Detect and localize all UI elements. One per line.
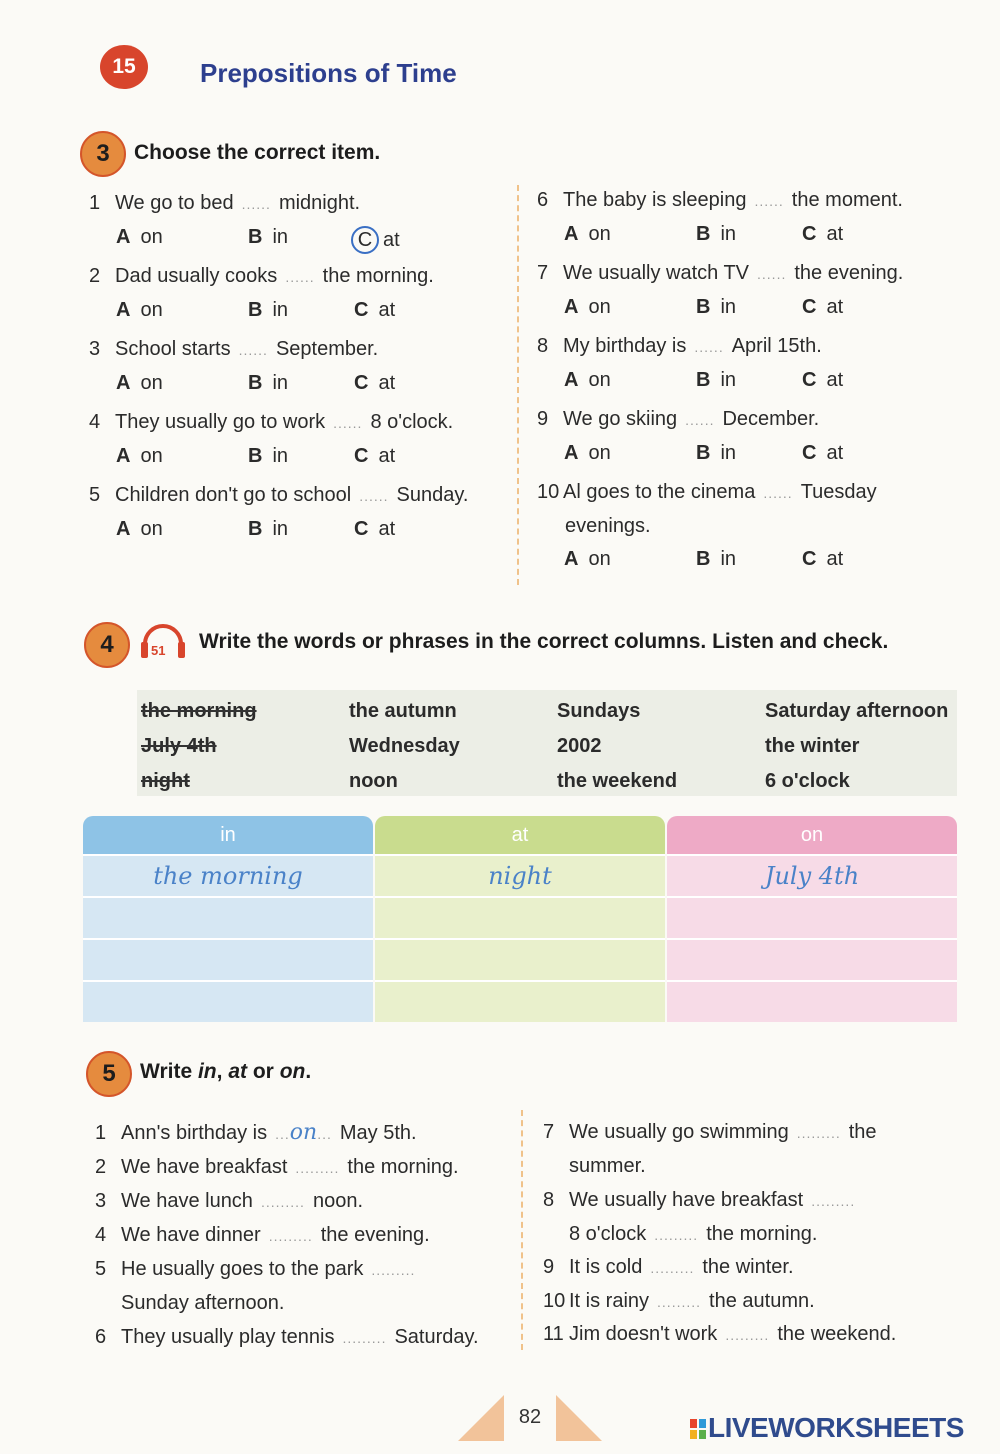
column-header-on: on — [667, 816, 957, 854]
option-letter: B — [248, 445, 263, 467]
option-letter: B — [248, 518, 263, 540]
option-text: at — [378, 445, 396, 467]
question-3 — [89, 338, 378, 361]
question-7 — [537, 262, 903, 285]
answer-blank[interactable]: ......... — [295, 1160, 340, 1176]
page-tab-right — [556, 1395, 602, 1441]
option-text: at — [378, 372, 396, 394]
option-letter: B — [248, 226, 263, 248]
question-number: 3 — [89, 338, 101, 360]
option-text: at — [826, 223, 844, 245]
column-divider — [517, 185, 519, 585]
page-number: 82 — [518, 1406, 542, 1428]
answer-blank[interactable]: ......... — [811, 1193, 856, 1209]
question-number: 10 — [543, 1290, 566, 1312]
gap-question-7 — [543, 1121, 877, 1144]
gap-question-9 — [543, 1256, 794, 1279]
option-letter: A — [564, 296, 579, 318]
question-text-line2: evenings. — [565, 515, 651, 537]
word-saturday-afternoon[interactable]: Saturday afternoon — [765, 700, 949, 722]
option-letter: C — [354, 518, 369, 540]
question-number: 8 — [543, 1189, 555, 1211]
gap-question-3 — [95, 1190, 363, 1213]
option-letter: B — [696, 548, 711, 570]
option-letter: B — [248, 299, 263, 321]
option-b[interactable] — [248, 299, 288, 322]
question-text-before: We usually have breakfast — [569, 1189, 804, 1211]
example-answer-text: on — [289, 1120, 318, 1145]
circled-option-letter: C — [351, 226, 379, 254]
option-a[interactable] — [116, 299, 163, 322]
option-text: at — [826, 548, 844, 570]
option-letter: C — [354, 372, 369, 394]
option-letter: B — [248, 372, 263, 394]
option-c[interactable] — [354, 518, 395, 541]
option-a[interactable] — [564, 369, 611, 392]
answer-blank[interactable]: ...... — [685, 412, 715, 428]
option-text: on — [140, 518, 163, 540]
option-a[interactable] — [564, 223, 611, 246]
question-text-before: He usually goes to the park — [121, 1258, 364, 1280]
answer-blank[interactable]: ......... — [654, 1227, 699, 1243]
word-sundays[interactable]: Sundays — [557, 700, 641, 722]
question-number: 7 — [543, 1121, 555, 1143]
question-text-before: Children don't go to school — [115, 484, 352, 506]
option-text: at — [378, 299, 396, 321]
question-number: 8 — [537, 335, 549, 357]
blank-dots: ... — [317, 1126, 332, 1142]
question-text-before: School starts — [115, 338, 231, 360]
option-a[interactable] — [564, 442, 611, 465]
question-number: 1 — [89, 192, 101, 214]
column-header-at: at — [375, 816, 665, 854]
question-text-after: 8 o'clock. — [370, 411, 454, 433]
gap-question-1 — [95, 1122, 417, 1145]
answer-input-cell[interactable] — [667, 938, 957, 980]
question-8 — [537, 335, 822, 358]
question-number: 4 — [89, 411, 101, 433]
word-the-winter[interactable]: the winter — [765, 735, 860, 757]
question-text-after: the — [848, 1121, 877, 1143]
question-number: 5 — [95, 1258, 107, 1280]
answer-blank[interactable]: ...... — [763, 485, 793, 501]
option-letter: C — [802, 442, 817, 464]
option-text: on — [140, 372, 163, 394]
exercise-5-title: Write in, at or on. — [140, 1060, 312, 1083]
question-4 — [89, 411, 453, 434]
question-6 — [537, 189, 903, 212]
question-text-before: We have breakfast — [121, 1156, 288, 1178]
option-text: on — [140, 226, 163, 248]
question-text-after: December. — [722, 408, 820, 430]
option-c[interactable] — [802, 223, 843, 246]
option-text: at — [383, 229, 400, 251]
option-b[interactable] — [696, 548, 736, 571]
option-letter: A — [116, 299, 131, 321]
answer-blank[interactable]: ...... — [359, 488, 389, 504]
question-text-before: They usually go to work — [115, 411, 326, 433]
option-a[interactable] — [564, 296, 611, 319]
question-5 — [89, 484, 468, 507]
question-text-before: Dad usually cooks — [115, 265, 278, 287]
answer-blank[interactable]: ...... — [757, 266, 787, 282]
question-text-after: April 15th. — [731, 335, 822, 357]
question-number: 6 — [537, 189, 549, 211]
question-line2 — [569, 1223, 817, 1246]
question-number: 1 — [95, 1122, 107, 1144]
question-2 — [89, 265, 434, 288]
option-b[interactable] — [696, 442, 736, 465]
question-text-before: We have lunch — [121, 1190, 253, 1212]
option-text: on — [588, 223, 611, 245]
option-c[interactable] — [354, 226, 400, 254]
option-text: at — [826, 442, 844, 464]
option-letter: A — [116, 445, 131, 467]
option-text: on — [588, 296, 611, 318]
exercise-3-title: Choose the correct item. — [134, 141, 381, 164]
question-text-before: We usually go swimming — [569, 1121, 789, 1143]
gap-question-5 — [95, 1258, 423, 1281]
option-letter: B — [696, 369, 711, 391]
question-1 — [89, 192, 360, 215]
option-letter: B — [696, 223, 711, 245]
question-text-after: Tuesday — [800, 481, 877, 503]
gap-question-10 — [543, 1290, 815, 1313]
question-text-part: the morning. — [706, 1223, 818, 1245]
option-b[interactable] — [248, 445, 288, 468]
question-number: 9 — [537, 408, 549, 430]
answer-input-cell[interactable] — [375, 980, 665, 1022]
question-number: 5 — [89, 484, 101, 506]
question-text-before: My birthday is — [563, 335, 687, 357]
option-text: in — [272, 518, 289, 540]
column-divider — [521, 1110, 523, 1350]
answer-blank[interactable]: ...... — [333, 415, 363, 431]
question-text-before: They usually play tennis — [121, 1326, 335, 1348]
option-letter: C — [802, 296, 817, 318]
question-text-before: Al goes to the cinema — [563, 481, 756, 503]
option-b[interactable] — [696, 296, 736, 319]
option-text: on — [140, 445, 163, 467]
gap-question-6 — [95, 1326, 479, 1349]
option-letter: C — [802, 369, 817, 391]
option-b[interactable] — [248, 518, 288, 541]
word-the-morning[interactable]: the morning — [141, 700, 257, 722]
exercise-4-badge: 4 — [84, 622, 130, 668]
question-number: 3 — [95, 1190, 107, 1212]
option-b[interactable] — [696, 223, 736, 246]
option-text: in — [720, 296, 737, 318]
word-night[interactable]: night — [141, 770, 190, 792]
option-a[interactable] — [116, 372, 163, 395]
question-text-after: midnight. — [278, 192, 361, 214]
option-letter: A — [116, 226, 131, 248]
option-text: in — [272, 226, 289, 248]
option-c[interactable] — [354, 299, 395, 322]
question-text-after: the morning. — [322, 265, 434, 287]
answer-input-cell[interactable] — [375, 938, 665, 980]
word-box — [137, 690, 957, 796]
unit-title: Prepositions of Time — [200, 58, 457, 88]
answer-blank[interactable]: ......... — [725, 1327, 770, 1343]
word-noon[interactable]: noon — [349, 770, 398, 792]
question-number: 2 — [95, 1156, 107, 1178]
option-a[interactable] — [116, 226, 163, 249]
option-b[interactable] — [696, 369, 736, 392]
question-text-line2: Sunday afternoon. — [121, 1292, 285, 1314]
exercise-4-title: Write the words or phrases in the correct columns. Listen and check. — [199, 630, 889, 653]
question-number: 6 — [95, 1326, 107, 1348]
column-on — [667, 816, 957, 1022]
option-letter: B — [696, 442, 711, 464]
gap-question-8 — [543, 1189, 863, 1212]
question-text-before: The baby is sleeping — [563, 189, 747, 211]
answer-blank[interactable]: ......... — [796, 1125, 841, 1141]
option-b[interactable] — [248, 226, 288, 249]
answer-blank[interactable]: ...... — [241, 196, 271, 212]
answer-blank[interactable]: ......... — [342, 1330, 387, 1346]
option-a[interactable] — [564, 548, 611, 571]
track-number: 51 — [151, 643, 166, 658]
option-letter: A — [116, 372, 131, 394]
option-text: in — [272, 372, 289, 394]
answer-blank[interactable]: ......... — [371, 1262, 416, 1278]
option-text: in — [720, 442, 737, 464]
option-text: on — [588, 442, 611, 464]
question-number: 9 — [543, 1256, 555, 1278]
exercise-5-badge: 5 — [86, 1051, 132, 1097]
option-letter: A — [564, 548, 579, 570]
option-text: in — [272, 299, 289, 321]
gap-question-2 — [95, 1156, 459, 1179]
option-c[interactable] — [802, 442, 843, 465]
word-july-4th[interactable]: July 4th — [141, 735, 217, 757]
option-letter: C — [354, 299, 369, 321]
example-answer — [275, 1122, 332, 1144]
question-text-before: Ann's birthday is — [121, 1122, 268, 1144]
option-letter: A — [564, 369, 579, 391]
option-text: in — [720, 369, 737, 391]
option-text: at — [378, 518, 396, 540]
option-c[interactable] — [354, 445, 395, 468]
word-wednesday[interactable]: Wednesday — [349, 735, 460, 757]
question-text-after: the evening. — [320, 1224, 430, 1246]
option-text: in — [720, 223, 737, 245]
answer-input-cell[interactable] — [83, 896, 373, 938]
option-text: on — [588, 369, 611, 391]
question-text-before: Jim doesn't work — [569, 1323, 718, 1345]
option-letter: C — [354, 445, 369, 467]
blank-dots: ... — [275, 1126, 290, 1142]
question-text-after: Saturday. — [394, 1326, 479, 1348]
question-text-after: the weekend. — [777, 1323, 897, 1345]
question-text-after: the winter. — [702, 1256, 794, 1278]
question-text-before: We go to bed — [115, 192, 234, 214]
exercise-3-badge: 3 — [80, 131, 126, 177]
word-6-o-clock[interactable]: 6 o'clock — [765, 770, 850, 792]
question-text-before: We have dinner — [121, 1224, 261, 1246]
question-text-after: September. — [275, 338, 379, 360]
option-letter: A — [116, 518, 131, 540]
headphones-audio-icon[interactable] — [137, 614, 189, 666]
column-at — [375, 816, 665, 1022]
question-text-after: the autumn. — [709, 1290, 815, 1312]
column-example-answer: the morning — [83, 854, 373, 896]
answer-input-cell[interactable] — [83, 938, 373, 980]
answer-input-cell[interactable] — [83, 980, 373, 1022]
answer-input-cell[interactable] — [667, 896, 957, 938]
question-text-after: the moment. — [791, 189, 903, 211]
column-in — [83, 816, 373, 1022]
word-2002[interactable]: 2002 — [557, 735, 602, 757]
page-tab-left — [458, 1395, 504, 1441]
option-letter: B — [696, 296, 711, 318]
option-c[interactable] — [802, 296, 843, 319]
question-text-part: 8 o'clock — [569, 1223, 647, 1245]
column-example-answer: night — [375, 854, 665, 896]
answer-blank[interactable]: ......... — [650, 1260, 695, 1276]
answer-blank[interactable]: ......... — [260, 1194, 305, 1210]
option-c[interactable] — [802, 548, 843, 571]
option-letter: C — [802, 548, 817, 570]
question-number: 11 — [543, 1323, 564, 1345]
option-text: on — [588, 548, 611, 570]
question-number: 4 — [95, 1224, 107, 1246]
question-text-line2: summer. — [569, 1155, 646, 1177]
liveworksheets-logo: LIVEWORKSHEETS — [690, 1412, 964, 1444]
question-number: 2 — [89, 265, 101, 287]
word-the-weekend[interactable]: the weekend — [557, 770, 678, 792]
question-text-after: the morning. — [347, 1156, 459, 1178]
option-a[interactable] — [116, 518, 163, 541]
option-text: at — [826, 369, 844, 391]
option-c[interactable] — [354, 372, 395, 395]
answer-blank[interactable]: ...... — [285, 269, 315, 285]
option-a[interactable] — [116, 445, 163, 468]
question-text-after: the evening. — [794, 262, 904, 284]
option-letter: C — [802, 223, 817, 245]
answer-blank[interactable]: ...... — [754, 193, 784, 209]
question-text-before: We usually watch TV — [563, 262, 750, 284]
answer-input-cell[interactable] — [667, 980, 957, 1022]
question-text-after: May 5th. — [339, 1122, 417, 1144]
question-text-before: It is rainy — [569, 1290, 650, 1312]
answer-blank[interactable]: ...... — [694, 339, 724, 355]
option-text: on — [140, 299, 163, 321]
question-10 — [537, 481, 877, 504]
option-text: in — [272, 445, 289, 467]
option-text: at — [826, 296, 844, 318]
option-letter: A — [564, 223, 579, 245]
question-9 — [537, 408, 819, 431]
unit-number-badge: 15 — [100, 45, 148, 89]
answer-blank[interactable]: ......... — [268, 1228, 313, 1244]
option-letter: A — [564, 442, 579, 464]
column-header-in: in — [83, 816, 373, 854]
question-text-before: It is cold — [569, 1256, 643, 1278]
question-text-after: Sunday. — [396, 484, 469, 506]
answer-blank[interactable]: ......... — [657, 1294, 702, 1310]
option-b[interactable] — [248, 372, 288, 395]
gap-question-11 — [543, 1323, 896, 1346]
option-c[interactable] — [802, 369, 843, 392]
question-text-before: We go skiing — [563, 408, 678, 430]
question-number: 10 — [537, 481, 560, 503]
question-text-after: noon. — [312, 1190, 364, 1212]
question-number: 7 — [537, 262, 549, 284]
option-text: in — [720, 548, 737, 570]
answer-input-cell[interactable] — [375, 896, 665, 938]
gap-question-4 — [95, 1224, 430, 1247]
column-example-answer: July 4th — [667, 854, 957, 896]
word-the-autumn[interactable]: the autumn — [349, 700, 457, 722]
answer-blank[interactable]: ...... — [238, 342, 268, 358]
